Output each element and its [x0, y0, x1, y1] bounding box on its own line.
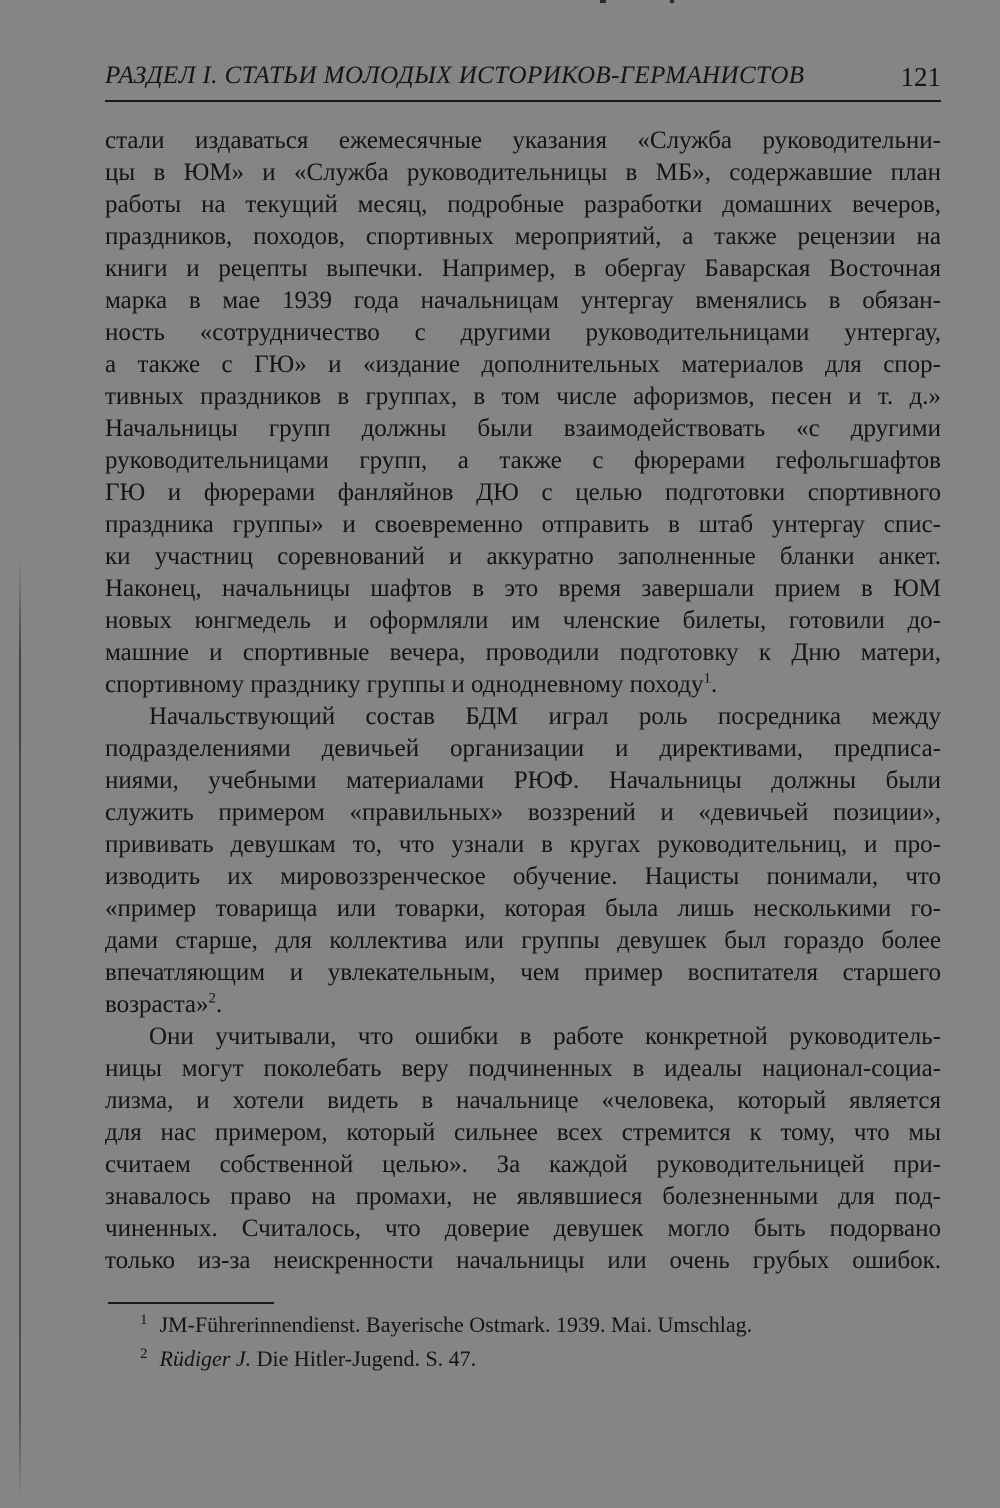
footnote-2	[140, 1342, 940, 1376]
scan-artifact-top-2	[670, 0, 674, 3]
text-line: праздника группы» и своевременно отправить в штаб унтергау спис-	[105, 511, 941, 538]
footnote-ref-2[interactable]: 2	[208, 990, 217, 1007]
text-line: знавалось право на промахи, не являвшиеся болезненными для под-	[105, 1183, 941, 1210]
text-line: лизма, и хотели видеть в начальнице «человека, который является	[105, 1087, 941, 1114]
text-line: ность «сотрудничество с другими руководительницами унтергау,	[105, 319, 941, 346]
page-number: 121	[900, 62, 941, 92]
footnote-text: JM-Führerinnendienst. Bayerische Ostmark. 1939. Mai. Umschlag.	[159, 1312, 753, 1337]
footnote-divider	[108, 1302, 274, 1304]
scan-edge-shadow	[19, 560, 21, 1500]
text-line-first: Они учитывали, что ошибки в работе конкретной руководитель-	[149, 1023, 941, 1050]
text-line-last	[105, 669, 941, 701]
text-line-first: Начальствующий состав БДМ играл роль посредника между	[149, 703, 941, 730]
footnote-1	[140, 1308, 940, 1342]
text-line: руководительницами групп, а также с фюрерами гефольгшафтов	[105, 447, 941, 474]
running-head: РАЗДЕЛ I. СТАТЬИ МОЛОДЫХ ИСТОРИКОВ-ГЕРМАНИСТОВ	[105, 62, 805, 89]
text-line: подразделениями девичьей организации и директивами, предписа-	[105, 735, 941, 762]
text-line: ки участниц соревнований и аккуратно заполненные бланки анкет.	[105, 543, 941, 570]
text-line: изводить их мировоззренческое обучение. Нацисты понимали, что	[105, 863, 941, 890]
text-line: Наконец, начальницы шафтов в это время завершали прием в ЮМ	[105, 575, 941, 602]
footnote-number: 1	[140, 1311, 148, 1328]
page-header	[105, 60, 941, 102]
text-line: стали издаваться ежемесячные указания «Служба руководительни-	[105, 127, 941, 154]
text-line: впечатляющим и увлекательным, чем пример воспитателя старшего	[105, 959, 941, 986]
text-line: тивных праздников в группах, в том числе афоризмов, песен и т. д.»	[105, 383, 941, 410]
text-span: .	[710, 671, 718, 698]
footnote-author: Rüdiger J.	[159, 1346, 252, 1371]
text-line: ницы могут поколебать веру подчиненных в идеалы национал-социа-	[105, 1055, 941, 1082]
text-span: спортивному празднику группы и однодневному походу	[105, 671, 704, 698]
text-line: чиненных. Считалось, что доверие девушек могло быть подорвано	[105, 1215, 941, 1242]
text-line: Начальницы групп должны были взаимодействовать «с другими	[105, 415, 941, 442]
footnotes	[140, 1308, 940, 1376]
text-span: возраста»	[105, 991, 209, 1018]
text-line: праздников, походов, спортивных мероприятий, а также рецензии на	[105, 223, 941, 250]
text-line: «пример товарища или товарки, которая была лишь несколькими го-	[105, 895, 941, 922]
body-text	[105, 125, 941, 1277]
paragraph-1	[105, 125, 941, 701]
text-line: а также с ГЮ» и «издание дополнительных материалов для спор-	[105, 351, 941, 378]
text-line: новых юнгмедель и оформляли им членские билеты, готовили до-	[105, 607, 941, 634]
paragraph-3	[105, 1021, 941, 1277]
text-line: для нас примером, который сильнее всех стремится к тому, что мы	[105, 1119, 941, 1146]
text-line: считаем собственной целью». За каждой руководительницей при-	[105, 1151, 941, 1178]
text-line: марка в мае 1939 года начальницам унтергау вменялись в обязан-	[105, 287, 941, 314]
text-line: ГЮ и фюрерами фанляйнов ДЮ с целью подготовки спортивного	[105, 479, 941, 506]
text-line-last	[105, 989, 941, 1021]
text-line: только из-за неискренности начальницы или очень грубых ошибок.	[105, 1247, 941, 1274]
footnote-text: Die Hitler-Jugend. S. 47.	[251, 1346, 477, 1371]
footnote-number: 2	[140, 1345, 148, 1362]
text-line: прививать девушкам то, что узнали в кругах руководительниц, и про-	[105, 831, 941, 858]
text-line: дами старше, для коллектива или группы девушек был гораздо более	[105, 927, 941, 954]
text-line: книги и рецепты выпечки. Например, в обергау Баварская Восточная	[105, 255, 941, 282]
text-line: цы в ЮМ» и «Служба руководительницы в МБ», содержавшие план	[105, 159, 941, 186]
footnote-ref-1[interactable]: 1	[703, 670, 711, 687]
scan-artifact-top	[600, 0, 606, 3]
text-line: служить примером «правильных» воззрений и «девичьей позиции»,	[105, 799, 941, 826]
text-line: машние и спортивные вечера, проводили подготовку к Дню матери,	[105, 639, 941, 666]
text-line: работы на текущий месяц, подробные разработки домашних вечеров,	[105, 191, 941, 218]
paragraph-2	[105, 701, 941, 1021]
text-line: ниями, учебными материалами РЮФ. Начальницы должны были	[105, 767, 941, 794]
text-span: .	[216, 991, 223, 1018]
